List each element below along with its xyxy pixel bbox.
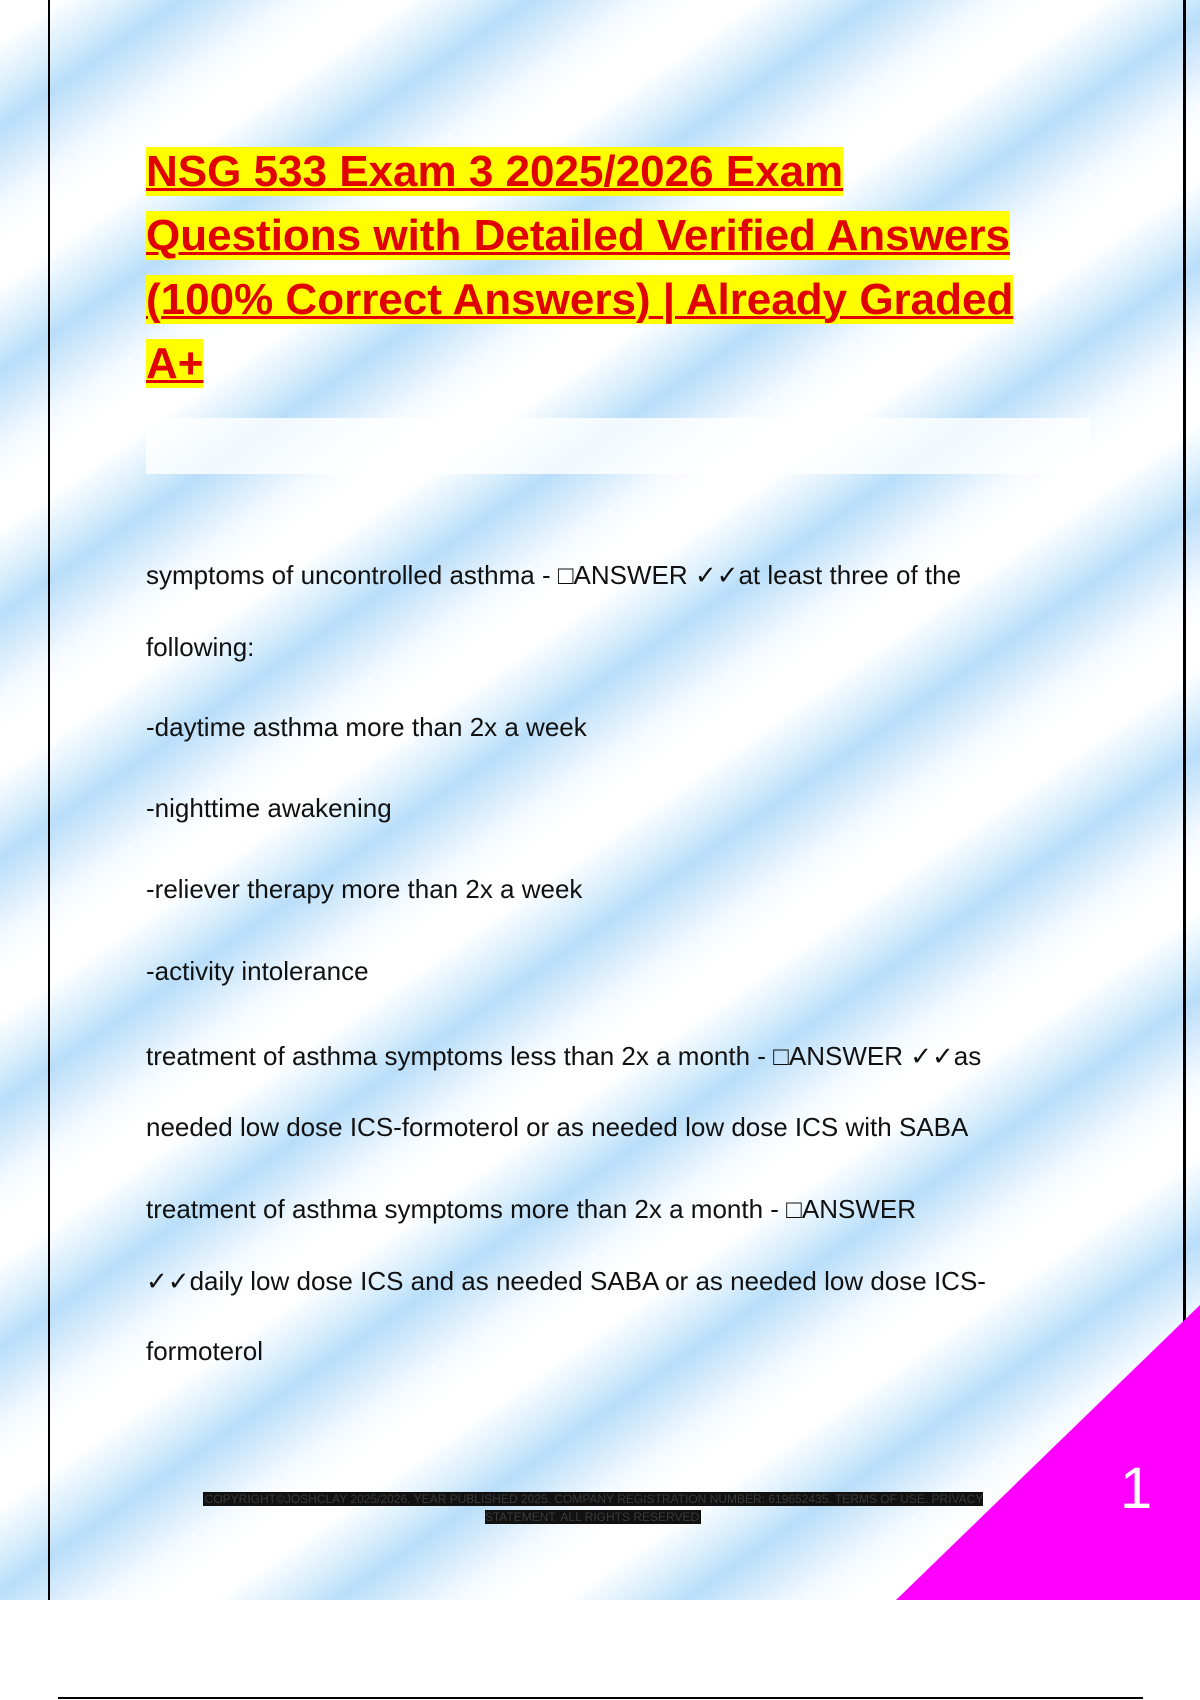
document-title bbox=[146, 140, 1026, 396]
body-line: -nighttime awakening bbox=[146, 793, 392, 823]
body-line: ✓✓daily low dose ICS and as needed SABA or as needed low dose ICS- bbox=[146, 1266, 986, 1296]
body-line: treatment of asthma symptoms less than 2x a month - □ANSWER ✓✓as bbox=[146, 1041, 982, 1071]
body-line: -activity intolerance bbox=[146, 956, 369, 986]
body-line: symptoms of uncontrolled asthma - □ANSWER ✓✓at least three of the bbox=[146, 560, 962, 590]
body-line: following: bbox=[146, 632, 255, 662]
document-title-text: NSG 533 Exam 3 2025/2026 Exam Questions with Detailed Verified Answers (100% Correct Answers) | Already Graded A+ bbox=[146, 147, 1014, 388]
left-border-line bbox=[48, 0, 50, 1600]
body-line: -reliever therapy more than 2x a week bbox=[146, 874, 583, 904]
document-body bbox=[146, 548, 1076, 1384]
copyright-text: COPYRIGHT©JOSHCLAY 2025/2026. YEAR PUBLISHED 2025. COMPANY REGISTRATION NUMBER: 619652435. TERMS OF USE. PRIVACY STATEMENT. ALL RIGHTS RESERVED bbox=[204, 1492, 984, 1524]
body-line: treatment of asthma symptoms more than 2x a month - □ANSWER bbox=[146, 1194, 916, 1224]
body-line: formoterol bbox=[146, 1336, 264, 1366]
body-line: -daytime asthma more than 2x a week bbox=[146, 712, 587, 742]
copyright-footer bbox=[178, 1490, 1008, 1526]
blank-band bbox=[146, 418, 1090, 474]
bottom-rule bbox=[58, 1697, 1143, 1699]
page-number: 1 bbox=[1120, 1456, 1153, 1521]
body-line: needed low dose ICS-formoterol or as needed low dose ICS with SABA bbox=[146, 1112, 969, 1142]
